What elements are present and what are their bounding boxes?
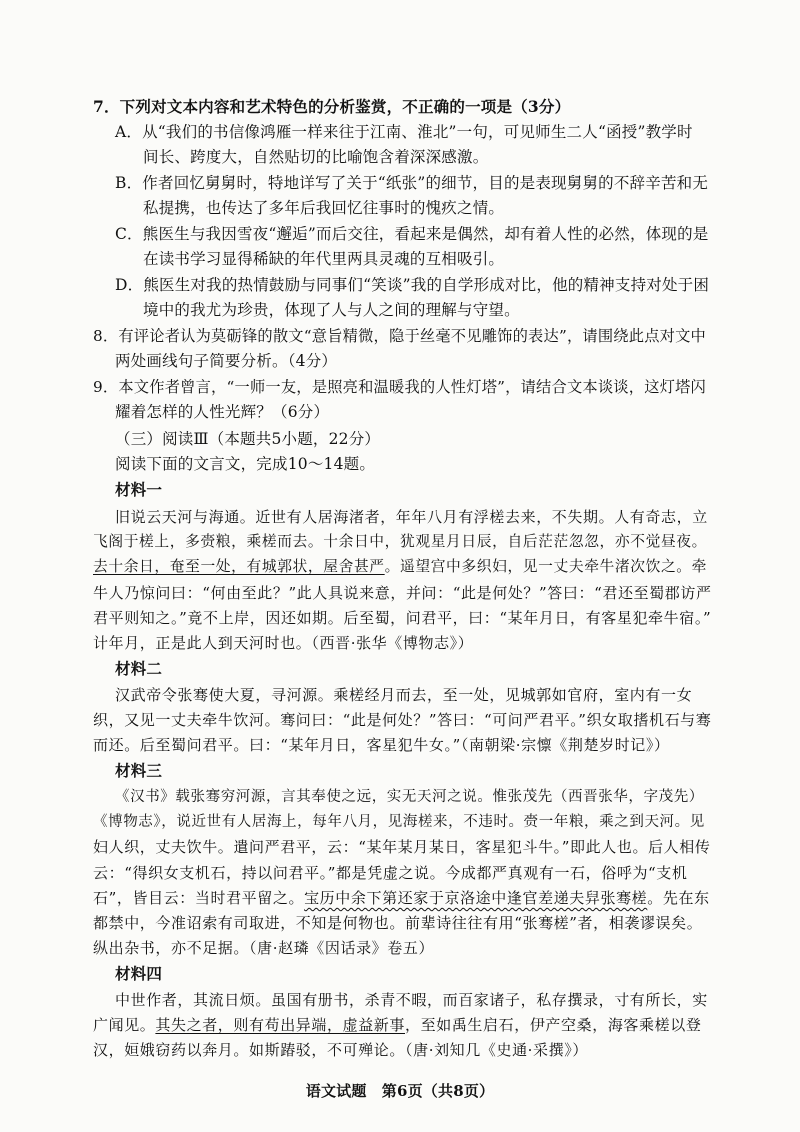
q9-stem-cont: 耀着怎样的人性光辉？（6分） [115, 403, 330, 421]
q8-stem: 8．有评论者认为莫砺锋的散文“意旨精微，隐于丝毫不见雕饰的表达”，请围绕此点对文中 [93, 327, 706, 345]
material-2-line: 织，又见一丈夫牵牛饮河。骞问曰：“此是何处？”答曰：“可问严君平。”织女取搘机石与骞 [93, 711, 712, 729]
material-4-line: 广闻见。其失之者，则有苟出异端，虚益新事，至如禹生启石，伊产空桑，海客乘槎以登 [93, 1016, 702, 1034]
wavy-underlined-sentence: 宝历中余下第还家于京洛途中逢官差递夫舁张骞槎 [304, 889, 648, 907]
material-1-line: 计年月，正是此人到天河时也。（西晋·张华《博物志》） [93, 634, 474, 652]
q7-option-a-cont: 间长、跨度大，自然贴切的比喻饱含着深深感激。 [143, 148, 489, 166]
section-instruction: 阅读下面的文言文，完成10～14题。 [115, 455, 376, 473]
material-4-line: 汉，姮娥窃药以奔月。如斯踳驳，不可殚论。（唐·刘知几《史通·采撰》） [93, 1041, 588, 1059]
q7-option-d: D．熊医生对我的热情鼓励与同事们“笑谈”我的自学形成对比，他的精神支持对处于困 [115, 276, 710, 294]
material-3-line: 都禁中，今准诏索有司取进，不知是何物也。前辈诗往往有用“张骞槎”者，相袭谬误矣。 [93, 914, 703, 932]
material-1-heading: 材料一 [115, 480, 163, 499]
material-3-line: 《博物志》，说近世有人居海上，每年八月，见海槎来，不违时。赍一年粮，乘之到天河。见 [93, 814, 705, 830]
material-1-line: 旧说云天河与海通。近世有人居海渚者，年年八月有浮槎去来，不失期。人有奇志，立 [115, 508, 708, 526]
material-1-line: 牛人乃惊问曰：“何由至此？”此人具说来意，并问：“此是何处？”答曰：“君还至蜀郡访严 [93, 584, 712, 602]
underlined-sentence: 去十余日，奄至一处，有城郭状，屋舍甚严 [93, 558, 385, 575]
material-3-line: 《汉书》载张骞穷河源，言其奉使之远，实无天河之说。惟张茂先（西晋张华，字茂先） [115, 789, 704, 805]
material-3-line: 云：“得织女支机石，持以问君平。”都是凭虚之说。今成都严真观有一石，俗呼为“支机 [93, 864, 688, 882]
q7-option-d-cont: 境中的我尤为珍贵，体现了人与人之间的理解与守望。 [143, 301, 520, 319]
q7-option-c: C．熊医生与我因雪夜“邂逅”而后交往，看起来是偶然，却有着人性的必然，体现的是 [115, 225, 709, 243]
q9-stem: 9．本文作者曾言，“一师一友，是照亮和温暖我的人性灯塔”，请结合文本谈谈，这灯塔闪 [93, 378, 706, 396]
q7-option-c-cont: 在读书学习显得稀缺的年代里两具灵魂的互相吸引。 [143, 250, 505, 268]
section-title: （三）阅读Ⅲ（本题共5小题，22分） [115, 430, 381, 448]
material-3-line: 纵出杂书，亦不足据。（唐·赵璘《因话录》卷五） [93, 939, 435, 957]
q7-stem: 7．下列对文本内容和艺术特色的分析鉴赏，不正确的一项是（3分） [93, 97, 571, 116]
material-2-line: 汉武帝令张骞使大夏，寻河源。乘槎经月而去，至一处，见城郭如官府，室内有一女 [115, 686, 693, 704]
material-4-heading: 材料四 [115, 964, 163, 983]
material-3-heading: 材料三 [115, 761, 163, 780]
material-1-line: 飞阁于槎上，多赍粮，乘槎而去。十余日中，犹观星月日辰，自后茫茫忽忽，亦不觉昼夜。 [93, 533, 707, 550]
material-2-line: 而还。后至蜀问君平。曰：“某年月日，客星犯牛女。”（南朝梁·宗懔《荆楚岁时记》） [93, 736, 670, 754]
material-1-line: 去十余日，奄至一处，有城郭状，屋舍甚严。遥望宫中多织妇，见一丈夫牵牛渚次饮之。牵 [93, 558, 708, 575]
underlined-sentence: 其失之者，则有苟出异端，虚益新事 [155, 1016, 406, 1034]
material-1-line: 君平则知之。”竟不上岸，因还如期。后至蜀，问君平，曰：“某年月日，有客星犯牵牛宿。” [93, 609, 712, 627]
material-2-heading: 材料二 [115, 659, 163, 678]
q7-option-a: A．从“我们的书信像鸿雁一样来往于江南、淮北”一句，可见师生二人“函授”教学时 [115, 123, 693, 141]
material-3-line: 石”，皆目云：当时君平留之。宝历中余下第还家于京洛途中逢官差递夫舁张骞槎。先在东 [93, 889, 710, 907]
material-4-line: 中世作者，其流日烦。虽国有册书，杀青不暇，而百家诸子，私存撰录，寸有所长，实 [115, 991, 708, 1009]
q7-option-b-cont: 私提携，也传达了多年后我回忆往事时的愧疚之情。 [143, 199, 505, 217]
page-footer: 语文试题 第6页（共8页） [305, 1082, 495, 1100]
q8-stem-cont: 两处画线句子简要分析。（4分） [115, 352, 338, 370]
material-3-line: 妇人织，丈夫饮牛。遣问严君平，云：“某年某月某日，客星犯斗牛。”即此人也。后人相传 [93, 838, 711, 856]
q7-option-b: B．作者回忆舅舅时，特地详写了关于“纸张”的细节，目的是表现舅舅的不辞辛苦和无 [115, 174, 709, 192]
